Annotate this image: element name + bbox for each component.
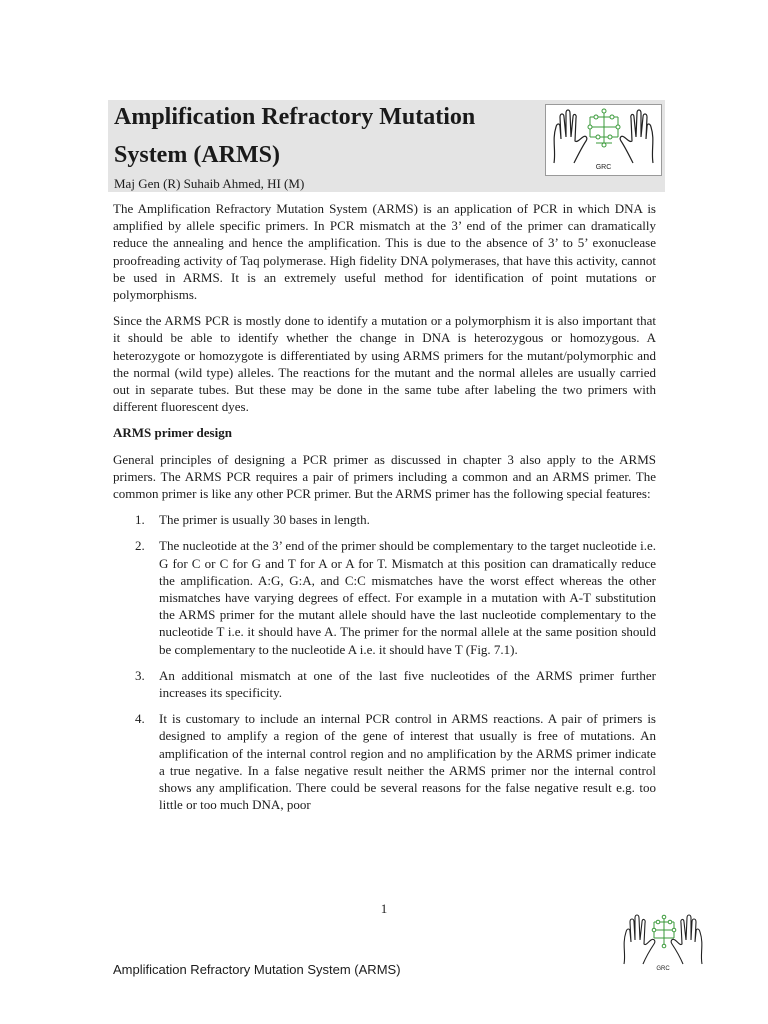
running-footer-title: Amplification Refractory Mutation System (ARMS) [113,962,401,977]
list-text: The nucleotide at the 3’ end of the primer should be complementary to the target nucleotide i.e. G for C or C for G and T for A or A for T. Mismatch at this position can dramatically reduce the amplification. A:G, G:A, and C:C mismatches have the worst effect whereas the other mismatches have varying degrees of effect. For example in a mutation with A-T substitution the ARMS primer for the mutant allele should have the last nucleotide complementary to the nucleotide T i.e. it should have A. The primer for the normal allele at the same position should be complementary to the nucleotide A i.e. it should have T (Fig. 7.1). [159,538,656,657]
list-text: An additional mismatch at one of the last five nucleotides of the ARMS primer further increases its specificity. [159,667,656,701]
section-heading: ARMS primer design [113,425,232,441]
hands-holding-dna-icon [546,105,661,175]
page-title: Amplification Refractory Mutation System (ARMS) [114,104,476,168]
footer-logo-text: GRC [656,966,670,972]
hands-holding-dna-icon [618,912,708,974]
logo-text: GRC [595,164,612,171]
grc-logo [545,104,662,176]
list-item [113,667,656,701]
feature-list [113,511,656,813]
article-body [113,200,656,823]
list-number: 2. [135,538,145,554]
list-text: It is customary to include an internal PCR control in ARMS reactions. A pair of primers is designed to amplify a region of the gene of interest that usually is free of mutations. An amplification of the internal control region and no amplification by the ARMS primer indicate a true negative. In a false negative result neither the ARMS primer nor the internal control shows any amplification. There could be several reasons for the false negative result e.g. too little or too much DNA, poor [159,711,656,813]
list-number: 1. [135,512,145,528]
paragraph-intro: The Amplification Refractory Mutation System (ARMS) is an application of PCR in which DNA is amplified by allele specific primers. In PCR mismatch at the 3’ end of the primer can dramatically reduce the annealing and hence the amplification. This is due to the absence of 3’ to 5’ exonuclease proofreading activity of Taq polymerase. High fidelity DNA polymerases, that have this activity, cannot be used in ARMS. It is an extremely useful method for identification of point mutations or polymorphisms. [113,201,656,303]
page-number: 1 [380,901,388,916]
list-item [113,537,656,657]
footer-grc-logo [618,912,708,974]
list-text: The primer is usually 30 bases in length. [159,512,370,528]
list-number: 3. [135,667,145,683]
list-item [113,710,656,813]
paragraph-design: General principles of designing a PCR primer as discussed in chapter 3 also apply to the ARMS primers. The ARMS PCR requires a pair of primers including a common and an ARMS primer. The common primer is like any other PCR primer. But the ARMS primer has the following special features: [113,451,656,502]
paragraph-zygosity: Since the ARMS PCR is mostly done to identify a mutation or a polymorphism it is also important that it should be able to identify whether the change in DNA is heterozygous or homozygous. A heterozygote or homozygote is differentiated by using ARMS primers for the mutant/polymorphic and the normal (wild type) alleles. The reactions for the mutant and the normal alleles are usually carried out in separate tubes. But these may be done in the same tube after labeling the two primers with different fluorescent dyes. [113,313,656,415]
author-line: Maj Gen (R) Suhaib Ahmed, HI (M) [114,176,305,191]
list-number: 4. [135,711,145,727]
list-item [113,511,656,528]
